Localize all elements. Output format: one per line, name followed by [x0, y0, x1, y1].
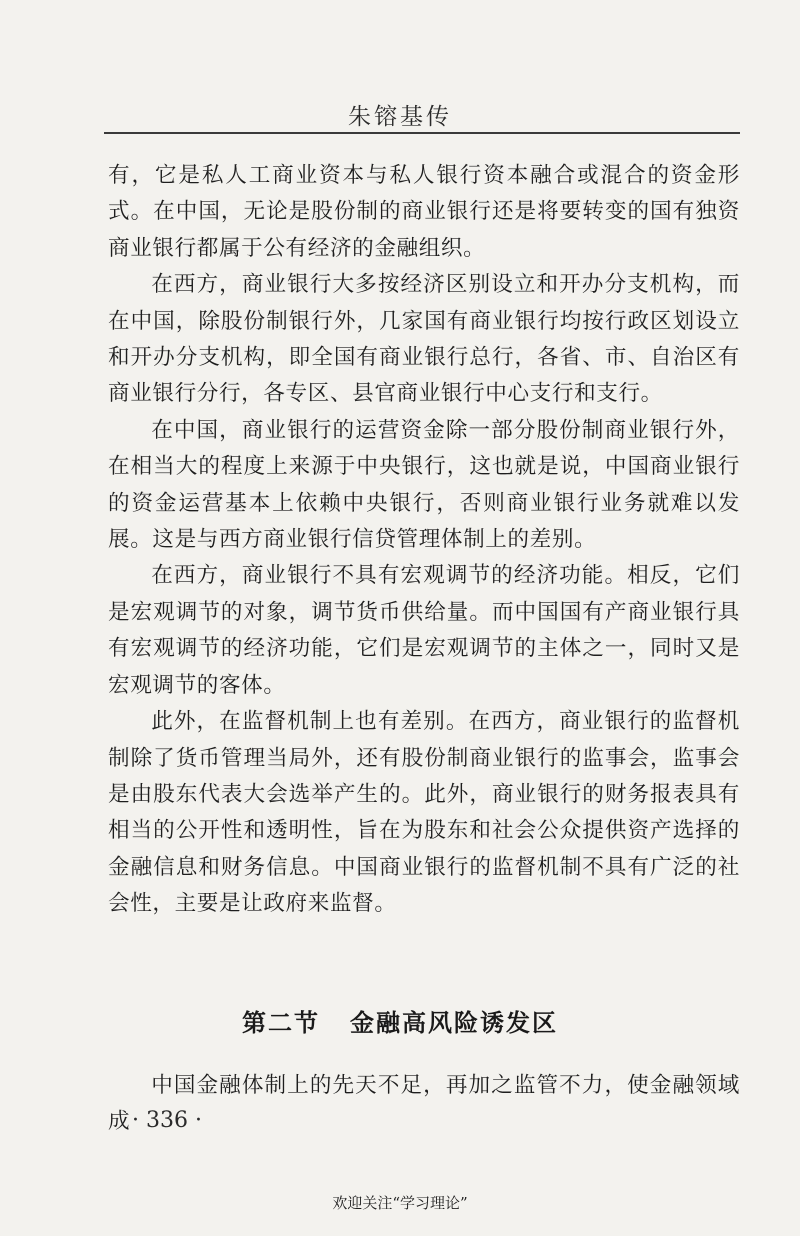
section-body: [108, 1068, 740, 1141]
section-heading: [0, 1003, 800, 1038]
header-divider: [104, 132, 740, 134]
paragraph-4: 在西方，商业银行不具有宏观调节的经济功能。相反，它们是宏观调节的对象，调节货币供给量。而中国国有产商业银行具有宏观调节的经济功能，它们是宏观调节的主体之一，同时又是宏观调节的客体。: [108, 563, 740, 698]
paragraph-1: 有，它是私人工商业资本与私人银行资本融合或混合的资金形式。在中国，无论是股份制的商业银行还是将要转变的国有独资商业银行都属于公有经济的金融组织。: [108, 163, 740, 261]
footer-watermark-note: 欢迎关注“学习理论”: [332, 1194, 468, 1212]
paragraph-3: 在中国，商业银行的运营资金除一部分股份制商业银行外，在相当大的程度上来源于中央银行，这也就是说，中国商业银行的资金运营基本上依赖中央银行，否则商业银行业务就难以发展。这是与西方商业银行信贷管理体制上的差别。: [108, 417, 740, 553]
body-text: [108, 158, 740, 923]
paragraph-6: 中国金融体制上的先天不足，再加之监管不力，使金融领域成: [108, 1073, 740, 1135]
running-header-title: 朱镕基传: [348, 104, 452, 130]
paragraph-2: 在西方，商业银行大多按经济区别设立和开办分支机构，而在中国，除股份制银行外，几家国有商业银行均按行政区划设立和开办分支机构，即全国有商业银行总行，各省、市、自治区有商业银行分行，各专区、县官商业银行中心支行和支行。: [108, 272, 740, 407]
page-number: · 336 ·: [132, 1108, 202, 1133]
paragraph-5: 此外，在监督机制上也有差别。在西方，商业银行的监督机制除了货币管理当局外，还有股份制商业银行的监事会，监事会是由股东代表大会选举产生的。此外，商业银行的财务报表具有相当的公开性和透明性，旨在为股东和社会公众提供资产选择的金融信息和财务信息。中国商业银行的监督机制不具有广泛的社会性，主要是让政府来监督。: [108, 709, 740, 917]
section-number: 第二节: [242, 1009, 320, 1037]
section-title: 金融高风险诱发区: [350, 1009, 558, 1037]
